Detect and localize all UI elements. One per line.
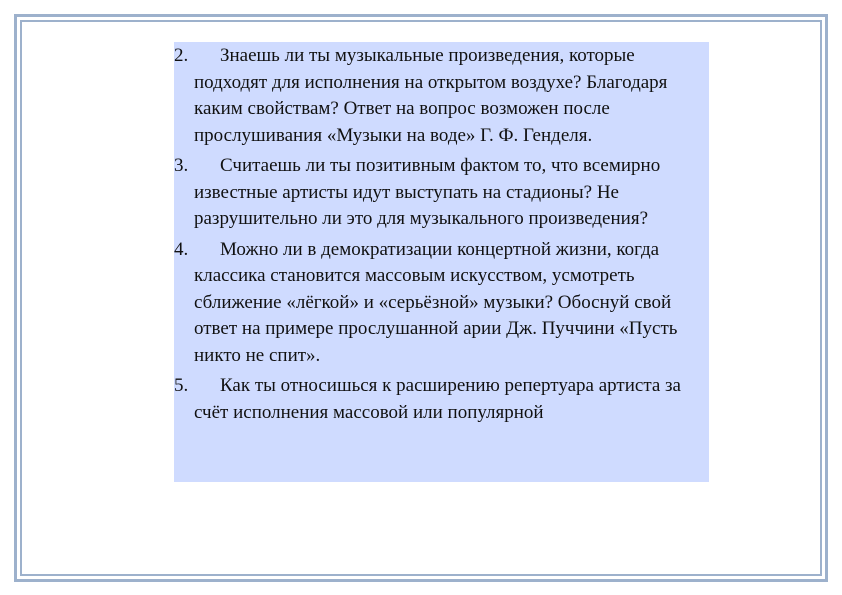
question-item-2 (174, 42, 705, 149)
question-item-5 (174, 373, 705, 426)
question-item-3 (174, 153, 705, 233)
question-number: 5. (174, 375, 189, 396)
question-text: Знаешь ли ты музыкальные произведения, которые подходят для исполнения на открытом воздухе? Благодаря каким свойствам? Ответ на вопрос возможен после прослушивания «Музыки на воде» Г. Ф. Генделя. (194, 45, 668, 146)
question-text: Как ты относишься к расширению репертуара артиста за счёт исполнения массовой или популярной (194, 375, 681, 423)
questions-text-box (174, 42, 709, 482)
question-number: 3. (174, 155, 189, 176)
question-text: Считаешь ли ты позитивным фактом то, что всемирно известные артисты идут выступать на стадионы? Не разрушительно ли это для музыкального произведения? (194, 155, 661, 229)
question-item-4 (174, 237, 705, 370)
question-number: 2. (174, 45, 189, 66)
question-list (174, 42, 705, 426)
question-number: 4. (174, 238, 189, 260)
question-text: Можно ли в демократизации концертной жизни, когда классика становится массовым искусством, усмотреть сближение «лёгкой» и «серьёзной» музыки? Обоснуй свой ответ на примере прослушанной арии Дж. Пуччини «Пусть никто не спит». (194, 238, 678, 366)
